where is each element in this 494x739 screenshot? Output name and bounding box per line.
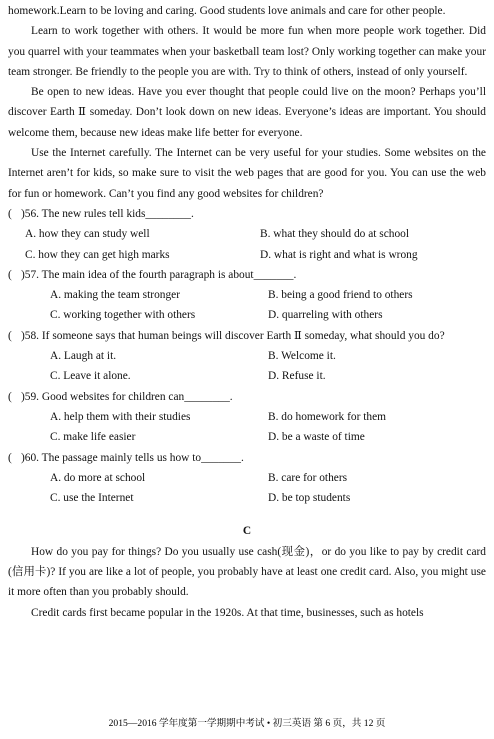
option-a: A. do more at school	[50, 471, 146, 484]
passage-paragraph-3: Be open to new ideas. Have you ever thought that people could live on the moon? Perhaps you’ll discover Earth Ⅱ someday. Don’t look down on new ideas. Everyone’s ideas are important. You should welcome them, because new ideas make life better for everyone.	[8, 86, 486, 139]
answer-paren: (	[8, 451, 12, 464]
passage-c-paragraph-1: How do you pay for things? Do you usually use cash(现金)，or do you like to pay by credit card (信用卡)? If you are like a lot of people, you probably have at least one credit card. Also, you might use it more often than you probably should.	[8, 545, 486, 599]
question-56-options-row-2	[8, 245, 486, 265]
question-60-options-row-1	[8, 468, 486, 488]
question-stem: )56. The new rules tell kids________.	[21, 207, 194, 220]
question-58-options-row-2	[8, 366, 486, 386]
question-57-options-row-1	[8, 285, 486, 305]
section-title: C	[242, 525, 252, 538]
question-57	[8, 265, 486, 285]
question-59	[8, 387, 486, 407]
option-c: C. make life easier	[50, 431, 136, 444]
answer-paren: (	[8, 390, 12, 403]
option-a: A. how they can study well	[25, 228, 150, 241]
option-b: B. Welcome it.	[268, 350, 336, 363]
answer-paren: (	[8, 329, 12, 342]
option-b: B. what they should do at school	[260, 228, 410, 241]
option-d: D. be top students	[268, 492, 351, 505]
passage-paragraph-2: Learn to work together with others. It would be more fun when more people work together. Did you quarrel with your teammates when your basketball team lost? Only working together can make your team stronger. Be friendly to the people you are with. Try to think of others, instead of only yourself.	[8, 25, 486, 78]
option-a: A. making the team stronger	[50, 289, 181, 302]
page-footer: 2015—2016 学年度第一学期期中考试 • 初三英语 第 6 页，共 12 页	[108, 718, 386, 729]
question-58-options-row-1	[8, 346, 486, 366]
option-c: C. how they can get high marks	[25, 248, 170, 261]
question-57-options-row-2	[8, 305, 486, 325]
question-59-options-row-2	[8, 427, 486, 447]
question-stem: )58. If someone says that human beings will discover Earth Ⅱ someday, what should you do?	[21, 329, 445, 342]
answer-paren: (	[8, 207, 12, 220]
option-b: B. care for others	[268, 471, 348, 484]
passage-paragraph-1: homework.Learn to be loving and caring. Good students love animals and care for other people.	[8, 5, 446, 17]
option-b: B. being a good friend to others	[268, 289, 413, 302]
option-c: C. use the Internet	[50, 492, 134, 505]
question-60-options-row-2	[8, 488, 486, 508]
option-d: D. Refuse it.	[268, 370, 326, 383]
option-d: D. quarreling with others	[268, 309, 383, 322]
question-56	[8, 204, 486, 224]
passage-paragraph-4: Use the Internet carefully. The Internet can be very useful for your studies. Some websites on the Internet aren’t for kids, so make sure to visit the web pages that are good for you. You can use the web for fun or homework. Can’t you find any good websites for children?	[8, 147, 486, 200]
option-d: D. be a waste of time	[268, 431, 365, 444]
answer-paren: (	[8, 268, 12, 281]
passage-c-paragraph-2: Credit cards first became popular in the 1920s. At that time, businesses, such as hotels	[31, 606, 424, 619]
option-a: A. help them with their studies	[50, 410, 191, 423]
option-d: D. what is right and what is wrong	[260, 248, 418, 261]
question-59-options-row-1	[8, 407, 486, 427]
question-stem: )57. The main idea of the fourth paragraph is about_______.	[21, 268, 297, 281]
option-a: A. Laugh at it.	[50, 350, 117, 363]
option-c: C. working together with others	[50, 309, 196, 322]
question-58	[8, 326, 486, 346]
question-56-options-row-1	[8, 224, 486, 244]
question-stem: )59. Good websites for children can________.	[21, 390, 233, 403]
question-stem: )60. The passage mainly tells us how to_______.	[21, 451, 244, 464]
option-c: C. Leave it alone.	[50, 370, 131, 383]
option-b: B. do homework for them	[268, 410, 386, 423]
question-60	[8, 448, 486, 468]
